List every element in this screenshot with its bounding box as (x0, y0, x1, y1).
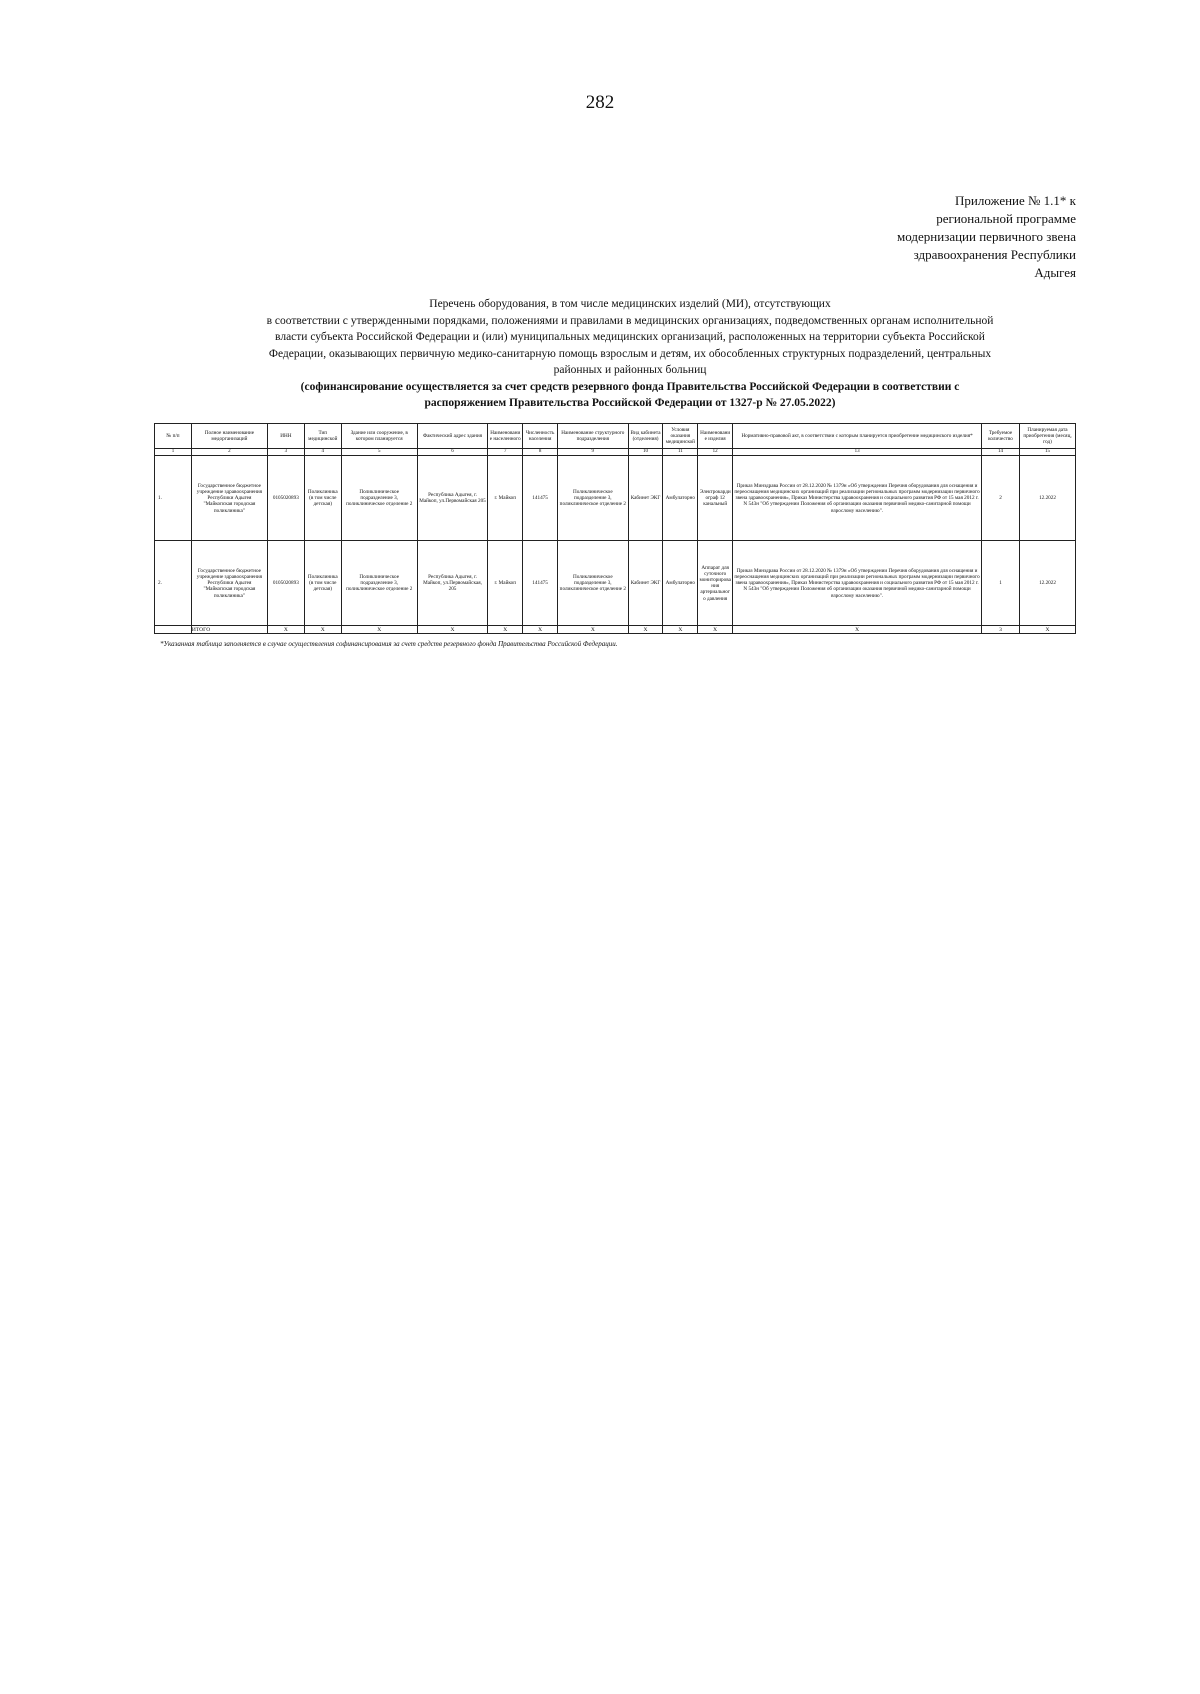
cell-inn: 0105020893 (267, 456, 304, 541)
cell-inn: 0105020893 (267, 541, 304, 626)
cell-population: 141475 (523, 541, 558, 626)
cell-total-x: X (417, 626, 488, 634)
cell-total-x: X (698, 626, 733, 634)
equipment-table-wrapper (154, 423, 1076, 634)
cell-type: Поликлиника (в том числе детская) (304, 541, 341, 626)
cell-total-x: X (1020, 626, 1076, 634)
cell-total-label: ИТОГО (191, 626, 267, 634)
cell-population: 141475 (523, 456, 558, 541)
column-header: Планируемая дата приобретения (месяц, год) (1020, 424, 1076, 449)
cell-num: 1. (155, 456, 192, 541)
appendix-line: Приложение № 1.1* к (955, 193, 1076, 208)
column-number-row (155, 449, 1076, 456)
total-row (155, 626, 1076, 634)
cell-act: Приказ Минздрава России от 28.12.2020 № 1379н «Об утверждении Перечня оборудования для оснащения и переоснащения медицинских организаций при реализации региональных программ модернизации первичного звена здравоохранения», Приказ Министерства здравоохранения и социального развития РФ от 15 мая 2012 г. N 543н "Об утверждении Положения об организации оказания первичной медико-санитарной помощи взрослому населению". (733, 541, 982, 626)
cell-org: Государственное бюджетное учреждение здравоохранения Республики Адыгея "Майкопская городская поликлиника" (191, 541, 267, 626)
column-header: Наименование населенного (488, 424, 523, 449)
cell-act: Приказ Минздрава России от 28.12.2020 № 1379н «Об утверждении Перечня оборудования для оснащения и переоснащения медицинских организаций при реализации региональных программ модернизации первичного звена здравоохранения», Приказ Министерства здравоохранения и социального развития РФ от 15 мая 2012 г. N 543н "Об утверждении Положения об организации оказания первичной медико-санитарной помощи взрослому населению". (733, 456, 982, 541)
column-number: 6 (417, 449, 488, 456)
title-line: в соответствии с утвержденными порядками, положениями и правилами в медицинских организациях, подведомственных органам исполнительной (266, 314, 994, 327)
cell-total-x: X (628, 626, 663, 634)
cell-subdivision: Поликлиническое подразделение 3, поликлиническое отделение 2 (557, 456, 628, 541)
appendix-note (880, 192, 1076, 282)
cell-total-qty: 3 (982, 626, 1020, 634)
footnote: *Указанная таблица заполняется в случае осуществления софинансирования за счет средств резервного фонда Правительства Российской Федерации. (160, 640, 618, 648)
column-number: 8 (523, 449, 558, 456)
cell-conditions: Амбулаторно (663, 541, 698, 626)
cell-conditions: Амбулаторно (663, 456, 698, 541)
title-line: районных и районных больниц (553, 364, 707, 376)
document-title (170, 296, 1090, 412)
title-bold-line: (софинансирование осуществляется за счет средств резервного фонда Правительства Российской Федерации в соответствии с (300, 380, 960, 393)
column-number: 1 (155, 449, 192, 456)
cell-org: Государственное бюджетное учреждение здравоохранения Республики Адыгея "Майкопская городская поликлиника" (191, 456, 267, 541)
cell-subdivision: Поликлиническое подразделение 3, поликлиническое отделение 2 (557, 541, 628, 626)
cell-total-x: X (341, 626, 417, 634)
column-number: 7 (488, 449, 523, 456)
cell-total-x: X (488, 626, 523, 634)
column-header: Фактический адрес здания (417, 424, 488, 449)
title-line: Федерации, оказывающих первичную медико-санитарную помощь взрослым и детям, их обособленных структурных подразделений, центральных (268, 347, 992, 360)
column-header: Полное наименование медорганизаций (191, 424, 267, 449)
column-number: 3 (267, 449, 304, 456)
cell-date: 12.2022 (1020, 456, 1076, 541)
column-number: 10 (628, 449, 663, 456)
title-line: Перечень оборудования, в том числе медицинских изделий (МИ), отсутствующих (429, 298, 831, 310)
cell-total-empty (155, 626, 192, 634)
cell-qty: 2 (982, 456, 1020, 541)
cell-qty: 1 (982, 541, 1020, 626)
table-header-row (155, 424, 1076, 449)
cell-total-x: X (304, 626, 341, 634)
column-header: Численность населения (523, 424, 558, 449)
column-number: 9 (557, 449, 628, 456)
table-row (155, 541, 1076, 626)
cell-cabinet: Кабинет ЭКГ (628, 541, 663, 626)
equipment-table (154, 423, 1076, 634)
cell-locality: г. Майкоп (488, 456, 523, 541)
column-header: Здание или сооружение, в котором планируется (341, 424, 417, 449)
column-number: 4 (304, 449, 341, 456)
cell-building: Поликлиническое подразделение 3, поликлиническое отделение 2 (341, 541, 417, 626)
cell-num: 2. (155, 541, 192, 626)
page-number: 282 (585, 92, 615, 113)
column-number: 14 (982, 449, 1020, 456)
column-header: № п/п (155, 424, 192, 449)
column-header: Вид кабинета (отделения) (628, 424, 663, 449)
cell-total-x: X (557, 626, 628, 634)
cell-type: Поликлиника (в том числе детская) (304, 456, 341, 541)
column-header: Требуемое количество (982, 424, 1020, 449)
cell-address: Республика Адыгея, г. Майкоп, ул.Первомайская, 205 (417, 541, 488, 626)
appendix-line: региональной программе (936, 211, 1076, 226)
column-number: 15 (1020, 449, 1076, 456)
cell-date: 12.2022 (1020, 541, 1076, 626)
title-line: власти субъекта Российской Федерации и (или) муниципальных медицинских организаций, расположенных на территории субъекта Российской (275, 331, 985, 343)
cell-device: Электрокардиограф 12 канальный (698, 456, 733, 541)
cell-locality: г. Майкоп (488, 541, 523, 626)
column-header: Условия оказания медицинской (663, 424, 698, 449)
appendix-line: модернизации первичного звена (897, 229, 1076, 244)
column-number: 11 (663, 449, 698, 456)
column-header: Нормативно-правовой акт, в соответствии с которым планируется приобретение медицинского изделия* (733, 424, 982, 449)
cell-total-x: X (733, 626, 982, 634)
cell-cabinet: Кабинет ЭКГ (628, 456, 663, 541)
appendix-line: Адыгея (1034, 265, 1076, 280)
cell-building: Поликлиническое подразделение 3, поликлиническое отделение 2 (341, 456, 417, 541)
column-number: 2 (191, 449, 267, 456)
column-number: 13 (733, 449, 982, 456)
cell-total-x: X (663, 626, 698, 634)
cell-device: Аппарат для суточного мониторирования артериального давления (698, 541, 733, 626)
column-number: 5 (341, 449, 417, 456)
appendix-line: здравоохранения Республики (913, 247, 1076, 262)
cell-total-x: X (267, 626, 304, 634)
column-header: Наименование изделия (698, 424, 733, 449)
cell-address: Республика Адыгея, г. Майкоп, ул.Первомайская 205 (417, 456, 488, 541)
title-bold-line: распоряжением Правительства Российской Федерации от 1327-р № 27.05.2022) (424, 397, 836, 409)
cell-total-x: X (523, 626, 558, 634)
column-header: Тип медицинской (304, 424, 341, 449)
column-number: 12 (698, 449, 733, 456)
column-header: ИНН (267, 424, 304, 449)
table-row (155, 456, 1076, 541)
column-header: Наименование структурного подразделения (557, 424, 628, 449)
